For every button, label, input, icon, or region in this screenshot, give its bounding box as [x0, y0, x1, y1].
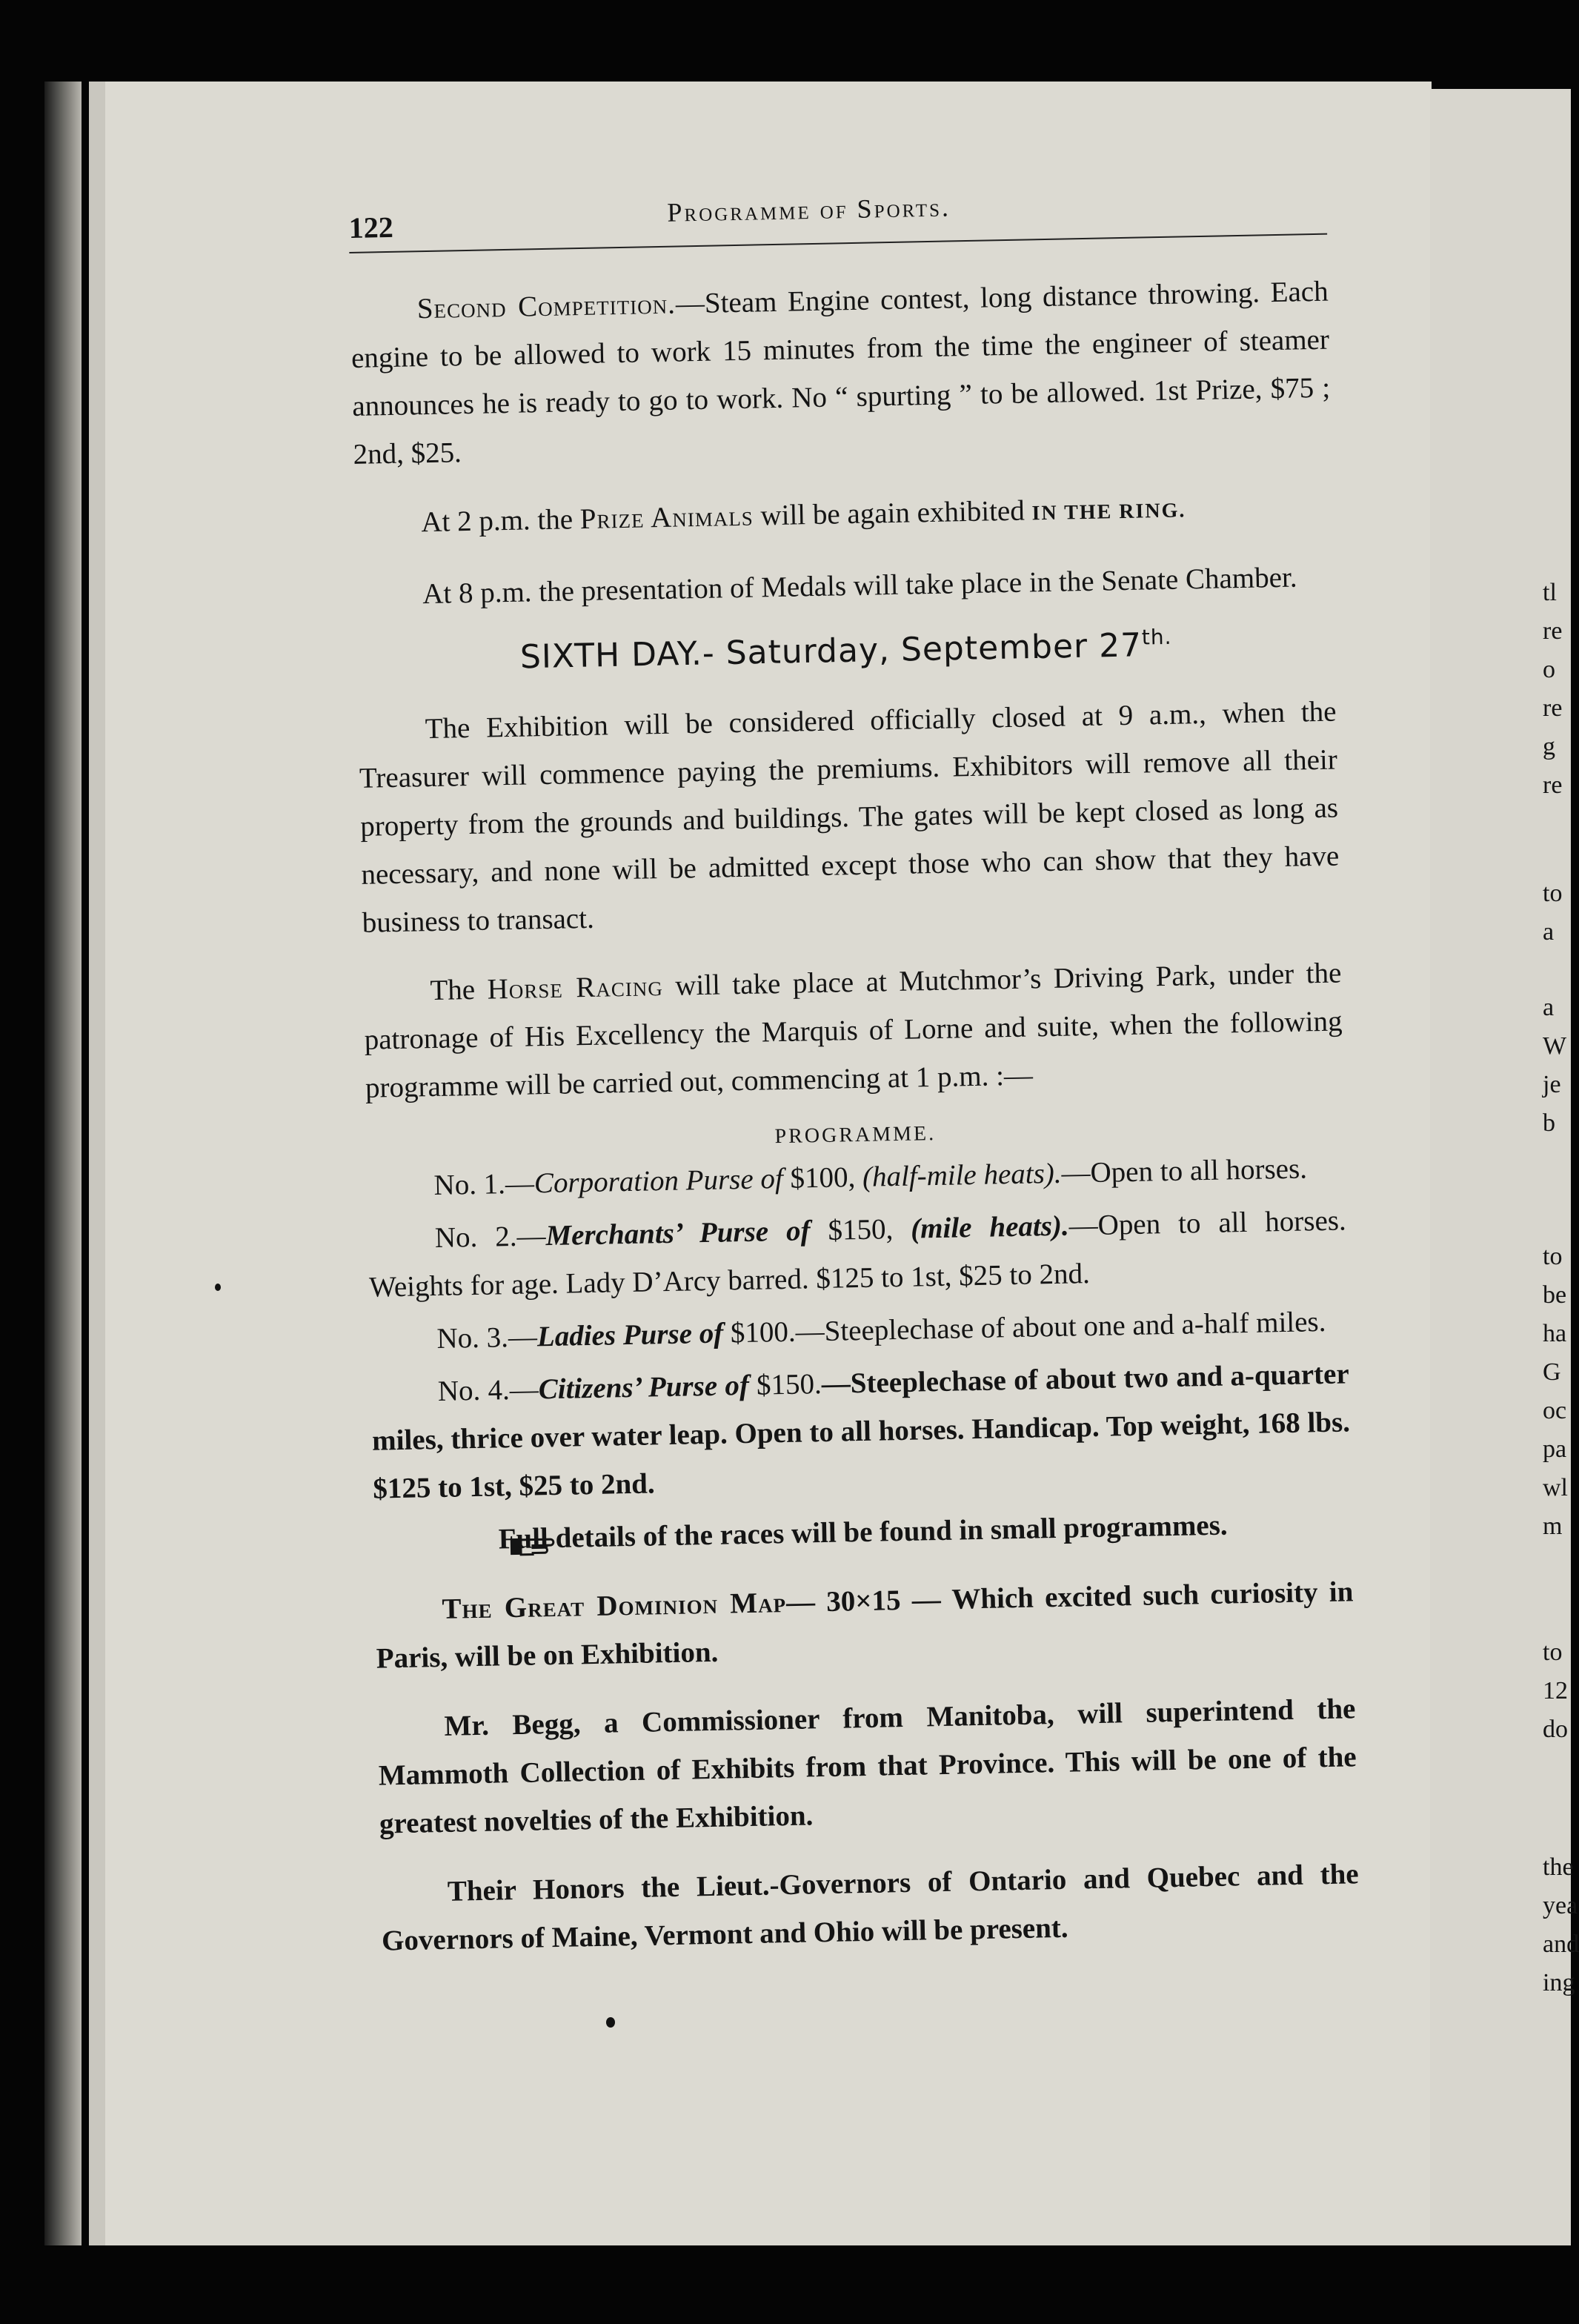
- facing-fragment: G: [1543, 1358, 1561, 1386]
- race-amount: $150,: [828, 1212, 894, 1246]
- sixth-day-heading-text: SIXTH DAY.- Saturday, September 27: [519, 626, 1143, 677]
- running-head: Programme of Sports.: [667, 192, 951, 228]
- facing-fragment: tl: [1543, 579, 1557, 606]
- facing-fragment: a: [1543, 918, 1555, 946]
- race-item: [368, 1196, 1347, 1311]
- facing-fragment: re: [1543, 617, 1563, 645]
- race-number: No. 1.—: [433, 1167, 535, 1201]
- horse-racing-before: The: [430, 973, 476, 1006]
- programme-heading: PROGRAMME.: [774, 1121, 937, 1148]
- facing-fragment: to: [1543, 1639, 1563, 1666]
- facing-fragment: m: [1543, 1513, 1563, 1540]
- race-text: —Open to all horses. Weights for age. Lady D’Arcy barred. $125 to 1st, $25 to 2nd.: [368, 1204, 1347, 1304]
- their-honors-paragraph: Their Honors the Lieut.-Governors of Ontario and Quebec and the Governors of Maine, Vermont and Ohio will be present.: [381, 1857, 1360, 1957]
- second-competition-paragraph: [350, 268, 1332, 479]
- dominion-map-text: — 30×15 — Which excited such curiosity in Paris, will be on Exhibition.: [376, 1575, 1354, 1675]
- race-number: No. 3.—: [436, 1321, 538, 1355]
- race-text: —Steeplechase of about one and a-half miles.: [795, 1305, 1326, 1348]
- facing-fragment: wl: [1543, 1474, 1568, 1501]
- race-number: No. 2.—: [434, 1219, 546, 1254]
- page-content: [348, 182, 1360, 1986]
- second-competition-title: Second Competition.: [416, 288, 677, 325]
- prize-animals-emphasis: IN THE RING.: [1031, 499, 1186, 525]
- book-spine-edge: [44, 82, 82, 2245]
- second-competition-text: —Steam Engine contest, long distance throwing. Each engine to be allowed to work 15 minutes from the time the engineer of steamer announces he is ready to go to work. No “ spurting ” to be allowed. 1st Prize, $75 ; 2nd, $25.: [350, 275, 1331, 471]
- facing-fragment: and: [1543, 1930, 1579, 1958]
- horse-racing-text: will take place at Mutchmor’s Driving Park, under the patronage of His Excellency the Marquis of Lorne and suite, when the following programme will be carried out, commencing at 1 p.m. :—: [364, 957, 1343, 1104]
- facing-fragment: to: [1543, 880, 1563, 907]
- facing-fragment: ha: [1543, 1320, 1567, 1347]
- facing-fragment: to: [1543, 1243, 1563, 1270]
- prize-animals-title: Prize Animals: [579, 499, 754, 536]
- race-purse-name: Corporation Purse of: [533, 1162, 784, 1200]
- race-purse-name: Ladies Purse of: [536, 1317, 724, 1353]
- facing-fragment: g: [1543, 733, 1555, 760]
- race-detail: (mile heats).: [910, 1209, 1070, 1245]
- full-details-text: Full details of the races will be found in small programmes.: [498, 1509, 1228, 1556]
- facing-fragment: 12: [1543, 1677, 1568, 1704]
- facing-fragment: ing: [1543, 1969, 1575, 1996]
- facing-fragment: a: [1543, 994, 1555, 1021]
- race-detail: (half-mile heats).: [862, 1157, 1062, 1193]
- prize-animals-middle: will be again exhibited: [760, 494, 1025, 532]
- ink-speck: [606, 2017, 615, 2028]
- prize-animals-before: At 2 p.m. the: [420, 503, 574, 539]
- mr-begg-paragraph: Mr. Begg, a Commissioner from Manitoba, will superintend the Mammoth Collection of Exhibits from that Province. This will be one of the greatest novelties of the Exhibition.: [378, 1692, 1357, 1840]
- race-item: [370, 1349, 1352, 1513]
- race-text: —Open to all horses.: [1061, 1152, 1308, 1189]
- facing-fragment: re: [1543, 771, 1563, 799]
- facing-fragment: re: [1543, 694, 1563, 722]
- page-number: 122: [348, 210, 394, 245]
- race-text: —Steeplechase of about two and a-quarter miles, thrice over water leap. Open to all horses. Handicap. Top weight, 168 lbs. $125 to 1st, $25 to 2nd.: [371, 1358, 1351, 1505]
- race-amount: $100.: [730, 1315, 797, 1349]
- race-purse-name: Citizens’ Purse of: [538, 1369, 750, 1406]
- sixth-day-heading-suffix: th.: [1141, 624, 1172, 650]
- pointing-hand-icon: [440, 1527, 494, 1556]
- sixth-day-heading: [356, 622, 1335, 680]
- dominion-map-title: The Great Dominion Map: [442, 1586, 787, 1625]
- facing-fragment: W: [1543, 1032, 1567, 1060]
- facing-page-text: [1543, 0, 1579, 2324]
- facing-fragment: je: [1543, 1071, 1561, 1098]
- facing-fragment: be: [1543, 1281, 1567, 1309]
- race-purse-name: Merchants’ Purse of: [545, 1214, 811, 1252]
- facing-fragment: the: [1543, 1853, 1574, 1881]
- race-number: No. 4.—: [437, 1373, 539, 1407]
- facing-fragment: pa: [1543, 1435, 1567, 1463]
- exhibition-closed-paragraph: The Exhibition will be considered officially closed at 9 a.m., when the Treasurer will commence paying the premiums. Exhibitors will remove all their property from the grounds and buildings. The gates will be kept closed as long as necessary, and none will be admitted except those who can show that they have business to transact.: [359, 695, 1340, 939]
- horse-racing-title: Horse Racing: [487, 969, 664, 1006]
- facing-fragment: oc: [1543, 1397, 1567, 1424]
- prize-animals-paragraph: [354, 481, 1333, 551]
- ink-speck: [215, 1284, 221, 1291]
- facing-fragment: do: [1543, 1716, 1568, 1743]
- medals-paragraph: At 8 p.m. the presentation of Medals will take place in the Senate Chamber.: [422, 561, 1297, 611]
- horse-racing-paragraph: [363, 949, 1344, 1112]
- race-amount: $150.: [756, 1367, 822, 1401]
- facing-fragment: b: [1543, 1109, 1555, 1137]
- race-amount: $100,: [790, 1161, 856, 1195]
- dominion-map-paragraph: [375, 1567, 1354, 1682]
- facing-fragment: yea: [1543, 1892, 1578, 1919]
- facing-fragment: o: [1543, 656, 1555, 683]
